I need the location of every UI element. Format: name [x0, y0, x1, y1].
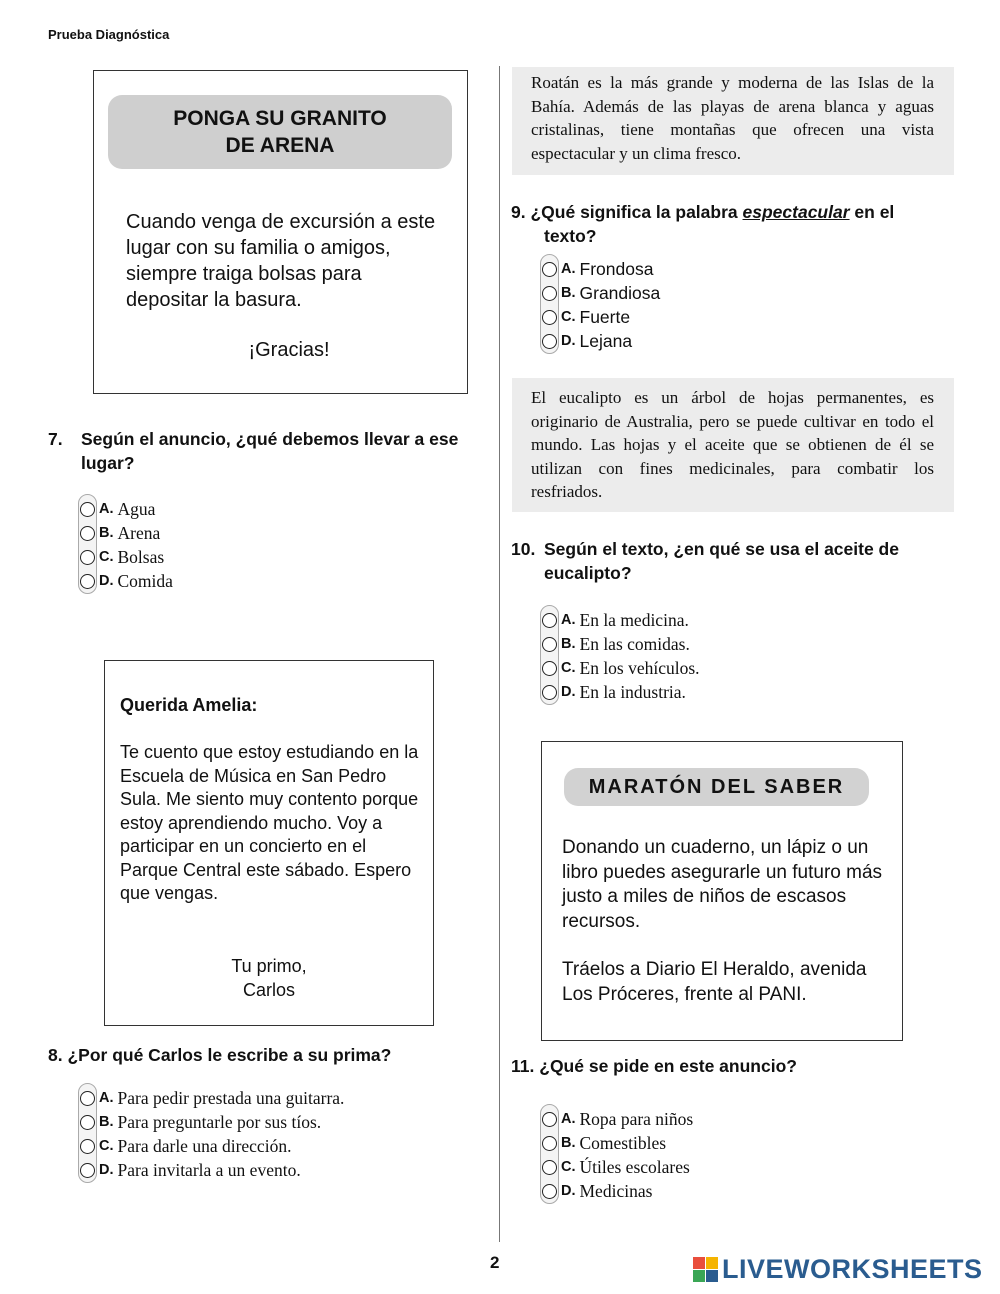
question-10-text: Según el texto, ¿en qué se usa el aceite de eucalipto? [544, 539, 899, 583]
notice-granito-title [108, 95, 452, 169]
option-text: Bolsas [117, 546, 165, 567]
option-11a[interactable] [542, 1107, 693, 1131]
answer-bubble[interactable] [542, 1112, 557, 1127]
option-text: Arena [117, 522, 161, 543]
option-text: En la medicina. [579, 609, 689, 630]
option-11c[interactable] [542, 1155, 693, 1179]
option-text: En los vehículos. [579, 657, 700, 678]
notice-maraton-body: Donando un cuaderno, un lápiz o un libro puedes asegurarle un futuro más justo a miles de niños de escasos recursos. [562, 837, 883, 932]
option-letter: C. [561, 1159, 576, 1175]
question-11-number: 11. [511, 1056, 535, 1076]
option-10b[interactable] [542, 632, 700, 656]
question-9 [511, 200, 961, 248]
answer-bubble[interactable] [542, 661, 557, 676]
answer-bubble[interactable] [542, 310, 557, 325]
answer-bubble[interactable] [80, 574, 95, 589]
question-7-text: Según el anuncio, ¿qué debemos llevar a ese lugar? [81, 429, 459, 473]
answer-bubble[interactable] [80, 1139, 95, 1154]
passage-roatan: Roatán es la más grande y moderna de las Islas de la Bahía. Además de las playas de arena blanca y aguas cristalinas, tiene montañas que ofrecen una vista espectacular y un clima fresco. [512, 67, 954, 175]
question-11-text: ¿Qué se pide en este anuncio? [539, 1056, 797, 1076]
option-11b[interactable] [542, 1131, 693, 1155]
option-text: Útiles escolares [579, 1156, 690, 1177]
option-7d[interactable] [80, 569, 173, 593]
option-text: Para darle una dirección. [117, 1135, 292, 1156]
question-8-text: ¿Por qué Carlos le escribe a su prima? [67, 1045, 392, 1065]
question-9-text-after: en el [854, 202, 895, 222]
answer-bubble[interactable] [542, 637, 557, 652]
notice-granito-title-line2: DE ARENA [225, 134, 335, 157]
option-10c[interactable] [542, 656, 700, 680]
letter-greeting: Querida Amelia: [120, 695, 258, 715]
notice-granito [93, 70, 468, 394]
answer-bubble[interactable] [80, 1115, 95, 1130]
question-9-line2: texto? [544, 226, 597, 246]
option-7b[interactable] [80, 521, 173, 545]
question-8 [48, 1043, 478, 1067]
option-letter: B. [561, 636, 576, 652]
option-letter: D. [99, 573, 114, 589]
letter-closing: Tu primo, [231, 956, 307, 976]
option-letter: B. [99, 1114, 114, 1130]
option-10d[interactable] [542, 680, 700, 704]
question-9-number: 9. [511, 202, 526, 222]
option-letter: C. [561, 660, 576, 676]
option-text: Para invitarla a un evento. [117, 1159, 301, 1180]
answer-bubble[interactable] [542, 1136, 557, 1151]
question-7-options [80, 497, 173, 593]
answer-bubble[interactable] [80, 1163, 95, 1178]
notice-maraton [541, 741, 903, 1041]
option-letter: B. [561, 285, 576, 301]
answer-bubble[interactable] [542, 613, 557, 628]
answer-bubble[interactable] [80, 550, 95, 565]
notice-maraton-title: MARATÓN DEL SABER [564, 768, 869, 806]
option-letter: B. [99, 525, 114, 541]
question-9-keyword: espectacular [742, 202, 850, 222]
option-9b[interactable] [542, 281, 660, 305]
option-letter: C. [99, 549, 114, 565]
option-text: Frondosa [579, 258, 654, 279]
option-letter: A. [561, 612, 576, 628]
notice-granito-title-line1: PONGA SU GRANITO [173, 107, 387, 130]
option-letter: D. [561, 1183, 576, 1199]
option-9a[interactable] [542, 257, 660, 281]
question-10-options [542, 608, 700, 704]
answer-bubble[interactable] [80, 526, 95, 541]
passage-eucalipto: El eucalipto es un árbol de hojas permanentes, es originario de Australia, pero se puede cultivar en todo el mundo. Las hojas y el aceite que se obtienen de él se utilizan con fines medicinales, para combatir los resfriados. [512, 378, 954, 512]
option-8b[interactable] [80, 1110, 344, 1134]
question-8-options [80, 1086, 344, 1182]
answer-bubble[interactable] [542, 262, 557, 277]
question-7 [48, 427, 478, 475]
notice-granito-body: Cuando venga de excursión a este lugar con su familia o amigos, siempre traiga bolsas para depositar la basura. [126, 211, 436, 311]
option-text: Comida [117, 570, 173, 591]
option-8d[interactable] [80, 1158, 344, 1182]
question-9-options [542, 257, 660, 353]
option-text: Para preguntarle por sus tíos. [117, 1111, 322, 1132]
letter-signoff [105, 955, 433, 1002]
option-text: Fuerte [579, 306, 631, 327]
answer-bubble[interactable] [542, 1160, 557, 1175]
option-11d[interactable] [542, 1179, 693, 1203]
answer-bubble[interactable] [542, 334, 557, 349]
option-letter: D. [561, 684, 576, 700]
option-7c[interactable] [80, 545, 173, 569]
letter-card [104, 660, 434, 1026]
page-number: 2 [490, 1253, 500, 1272]
question-10 [511, 537, 961, 585]
option-text: En las comidas. [579, 633, 690, 654]
option-letter: D. [99, 1162, 114, 1178]
answer-bubble[interactable] [542, 286, 557, 301]
column-divider [499, 66, 500, 1242]
option-letter: A. [561, 261, 576, 277]
option-text: Lejana [579, 330, 633, 351]
question-8-number: 8. [48, 1045, 63, 1065]
notice-granito-thanks: ¡Gracias! [248, 339, 330, 361]
liveworksheets-logo-icon [693, 1257, 719, 1283]
option-7a[interactable] [80, 497, 173, 521]
option-8a[interactable] [80, 1086, 344, 1110]
question-7-number: 7. [48, 429, 63, 449]
answer-bubble[interactable] [80, 1091, 95, 1106]
answer-bubble[interactable] [80, 502, 95, 517]
question-11 [511, 1054, 961, 1078]
option-letter: C. [561, 309, 576, 325]
option-letter: A. [99, 501, 114, 517]
option-text: Medicinas [579, 1180, 653, 1201]
option-8c[interactable] [80, 1134, 344, 1158]
notice-maraton-address: Tráelos a Diario El Heraldo, avenida Los Próceres, frente al PANI. [562, 959, 867, 1005]
option-text: Para pedir prestada una guitarra. [117, 1087, 345, 1108]
option-9c[interactable] [542, 305, 660, 329]
liveworksheets-brand-text: LIVEWORKSHEETS [722, 1254, 983, 1284]
liveworksheets-logo[interactable] [693, 1254, 983, 1285]
option-letter: D. [561, 333, 576, 349]
question-9-text: ¿Qué significa la palabra [530, 202, 738, 222]
option-text: Grandiosa [579, 282, 661, 303]
question-10-number: 10. [511, 539, 536, 559]
answer-bubble[interactable] [542, 1184, 557, 1199]
option-letter: C. [99, 1138, 114, 1154]
option-text: Ropa para niños [579, 1108, 694, 1129]
option-text: En la industria. [579, 681, 686, 702]
answer-bubble[interactable] [542, 685, 557, 700]
letter-body: Te cuento que estoy estudiando en la Escuela de Música en San Pedro Sula. Me siento muy contento porque estoy aprendiendo mucho. Voy a participar en un concierto en el Parque Central este sábado. Espero que vengas. [120, 742, 419, 903]
option-text: Comestibles [579, 1132, 667, 1153]
option-letter: B. [561, 1135, 576, 1151]
page-header-title: Prueba Diagnóstica [48, 27, 170, 42]
option-letter: A. [561, 1111, 576, 1127]
option-9d[interactable] [542, 329, 660, 353]
option-10a[interactable] [542, 608, 700, 632]
letter-signature: Carlos [242, 979, 295, 1000]
option-letter: A. [99, 1090, 114, 1106]
option-text: Agua [117, 498, 156, 519]
question-9-line1 [511, 200, 961, 224]
question-11-options [542, 1107, 693, 1203]
